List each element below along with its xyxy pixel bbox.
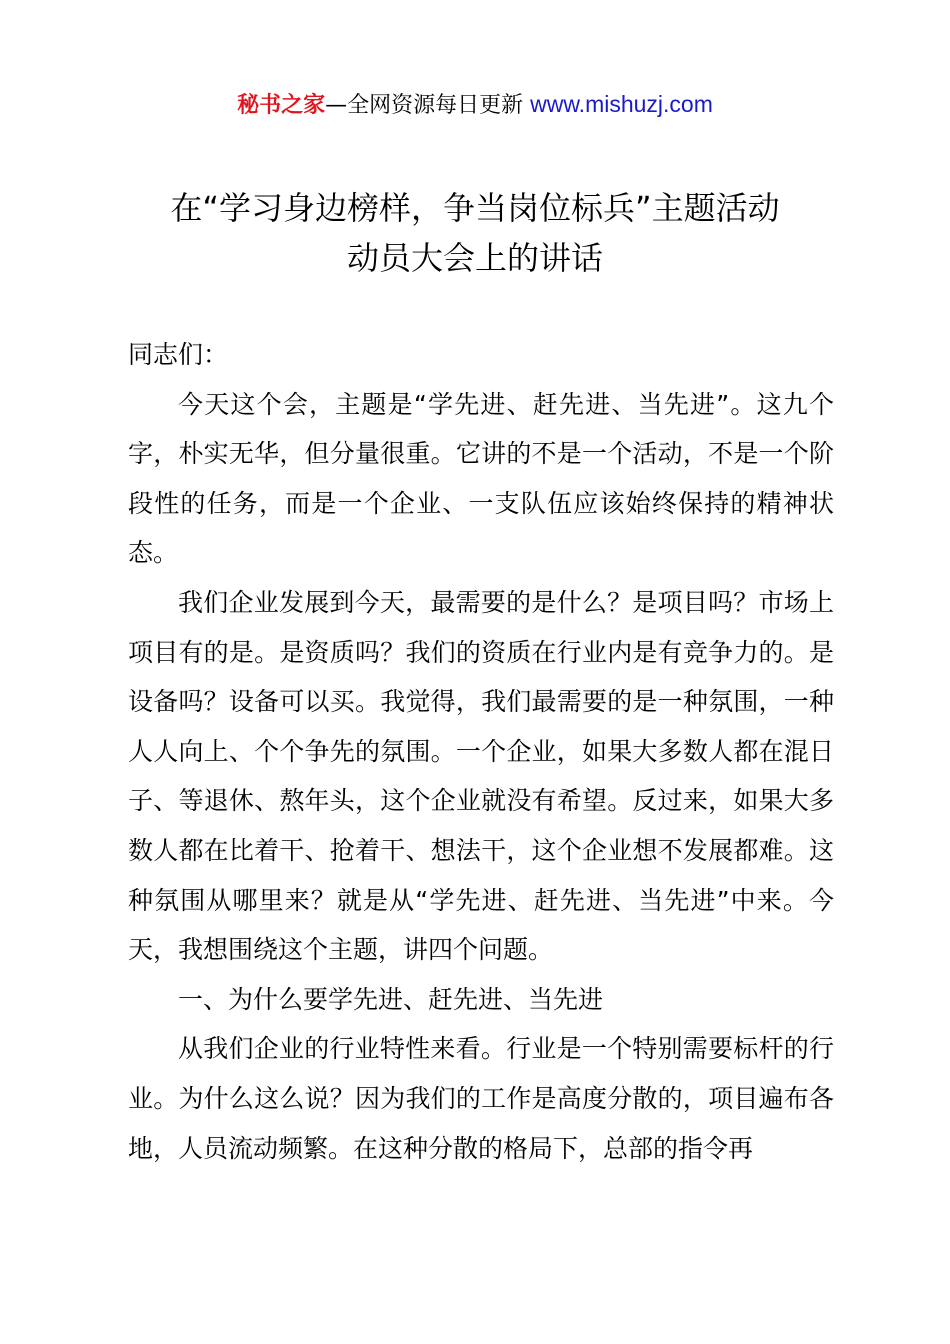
site-brand: 秘书之家 (237, 93, 326, 118)
document-body (128, 330, 834, 1173)
paragraph-2: 我们企业发展到今天，最需要的是什么？是项目吗？市场上项目有的是。是资质吗？我们的资质在行业内是有竞争力的。是设备吗？设备可以买。我觉得，我们最需要的是一种氛围，一种人人向上、个个争先的氛围。一个企业，如果大多数人都在混日子、等退休、熬年头，这个企业就没有希望。反过来，如果大多数人都在比着干、抢着干、想法干，这个企业想不发展都难。这种氛围从哪里来？就是从“学先进、赶先进、当先进”中来。今天，我想围绕这个主题，讲四个问题。 (128, 587, 834, 965)
document-title (60, 183, 890, 283)
salutation: 同志们： (128, 340, 229, 369)
site-header (0, 88, 950, 122)
section-heading-1: 一、为什么要学先进、赶先进、当先进 (178, 984, 604, 1014)
title-line-2: 动员大会上的讲话 (346, 239, 603, 277)
site-tagline: —全网资源每日更新 (325, 93, 531, 118)
title-line-1: 在“学习身边榜样，争当岗位标兵”主题活动 (170, 189, 780, 227)
section-1-paragraph: 从我们企业的行业特性来看。行业是一个特别需要标杆的行业。为什么这么说？因为我们的工作是高度分散的，项目遍布各地，人员流动频繁。在这种分散的格局下，总部的指令再 (128, 1034, 834, 1163)
paragraph-1: 今天这个会，主题是“学先进、赶先进、当先进”。这九个字，朴实无华，但分量很重。它讲的不是一个活动，不是一个阶段性的任务，而是一个企业、一支队伍应该始终保持的精神状态。 (128, 389, 834, 568)
site-url-link[interactable]: www.mishuzj.com (530, 91, 713, 117)
